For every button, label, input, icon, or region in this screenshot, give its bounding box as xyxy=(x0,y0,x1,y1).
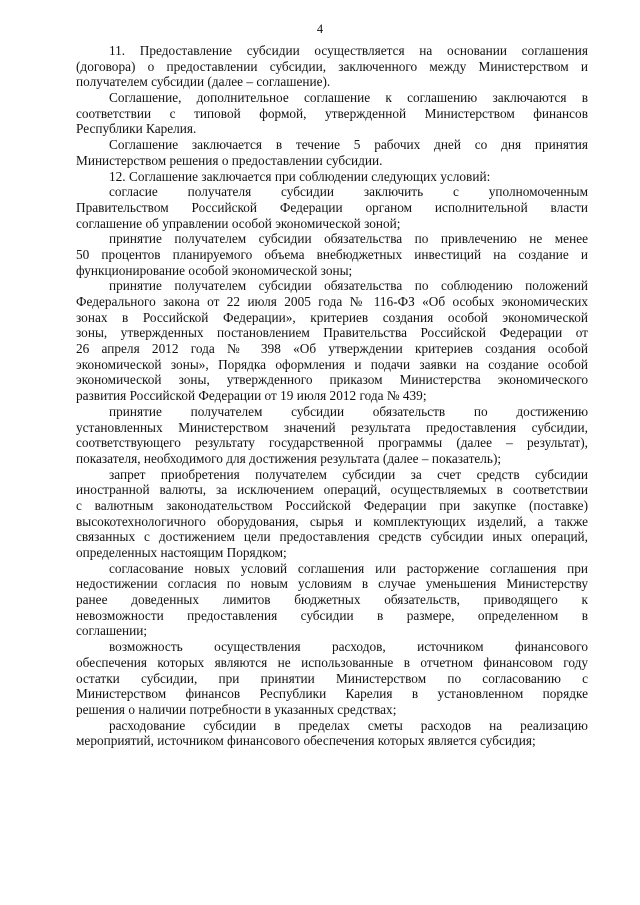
paragraph xyxy=(76,231,588,278)
text-line: решения о наличии потребности в указанных средствах; xyxy=(76,701,397,717)
text-line: экономической зоны», Порядка оформления и подачи заявки на создание особой xyxy=(76,356,588,372)
text-line: недостижении согласия по новым условиям в случае уменьшения Министерству xyxy=(76,576,588,592)
paragraph xyxy=(76,561,588,639)
text-line: принятие получателем субсидии обязательства по привлечению не менее xyxy=(109,231,588,247)
text-line: развития Российской Федерации от 19 июля 2012 года № 439; xyxy=(76,388,427,404)
text-line: мероприятий, источником финансового обеспечения которых является субсидия; xyxy=(76,733,536,749)
text-line: иностранной валюты, за исключением операций, осуществляемых в соответствии xyxy=(76,482,588,498)
paragraph xyxy=(76,467,588,561)
text-line: 12. Соглашение заключается при соблюдении следующих условий: xyxy=(109,168,491,184)
text-line: согласование новых условий соглашения или расторжение соглашения при xyxy=(109,560,588,576)
text-line: 11. Предоставление субсидии осуществляется на основании соглашения xyxy=(109,43,588,58)
text-line: Республики Карелия. xyxy=(76,121,197,137)
text-line: расходование субсидии в пределах сметы расходов на реализацию xyxy=(109,717,588,733)
text-line: согласие получателя субсидии заключить с уполномоченным xyxy=(109,184,588,200)
paragraph xyxy=(76,43,588,90)
paragraph xyxy=(76,718,588,749)
text-line: зонах в Российской Федерации», критериев создания особой экономической xyxy=(76,309,588,325)
text-line: принятие получателем субсидии обязательства по соблюдению положений xyxy=(109,278,588,294)
paragraph xyxy=(76,184,588,231)
text-line: функционирование особой экономической зоны; xyxy=(76,262,353,278)
text-line: определенных настоящим Порядком; xyxy=(76,545,287,560)
page-number: 4 xyxy=(316,22,324,36)
text-line: соглашение об управлении особой экономической зоной; xyxy=(76,215,401,231)
text-line: (договора) о предоставлении субсидии, заключенного между Министерством и xyxy=(76,58,588,74)
document-body xyxy=(76,43,588,749)
text-line: ранее доведенных лимитов бюджетных обязательств, приводящего к xyxy=(76,592,588,608)
text-line: связанных с достижением цели предоставления средств субсидии иных операций, xyxy=(76,529,588,545)
text-line: соглашении; xyxy=(76,623,148,639)
text-line: Министерством финансов Республики Карелия в установленном порядке xyxy=(76,686,588,702)
text-line: Соглашение, дополнительное соглашение к соглашению заключаются в xyxy=(109,90,588,106)
paragraph xyxy=(76,404,588,467)
text-line: получателем субсидии (далее – соглашение). xyxy=(76,74,331,90)
text-line: установленных Министерством значений результата предоставления субсидии, xyxy=(76,419,588,435)
text-line: экономической зоны, утвержденного приказом Министерства экономического xyxy=(76,372,588,388)
paragraph xyxy=(76,278,588,404)
text-line: возможность осуществления расходов, источником финансового xyxy=(109,639,588,655)
text-line: Соглашение заключается в течение 5 рабочих дней со дня принятия xyxy=(109,137,588,153)
text-line: зоны, утвержденных постановлением Правительства Российской Федерации от xyxy=(76,325,588,341)
text-line: с валютным законодательством Российской Федерации при закупке (поставке) xyxy=(76,497,588,513)
text-line: запрет приобретения получателем субсидии за счет средств субсидии xyxy=(109,466,588,482)
paragraph xyxy=(76,137,588,168)
text-line: Министерством решения о предоставлении субсидии. xyxy=(76,152,383,168)
text-line: соответствии с типовой формой, утвержденной Министерством финансов xyxy=(76,105,588,121)
text-line: обеспечения которых являются не использованные в отчетном финансовом году xyxy=(76,654,588,670)
text-line: 26 апреля 2012 года № 398 «Об утверждении критериев создания особой xyxy=(76,341,588,357)
text-line: высокотехнологичного оборудования, сырья и комплектующих изделий, а также xyxy=(76,513,588,529)
paragraph xyxy=(76,639,588,717)
text-line: соответствующего результату государственной программы (далее – результат), xyxy=(76,435,588,451)
text-line: Правительством Российской Федерации органом исполнительной власти xyxy=(76,199,588,215)
paragraph xyxy=(76,169,588,185)
text-line: Федерального закона от 22 июля 2005 года № 116-ФЗ «Об особых экономических xyxy=(76,294,588,309)
text-line: принятие получателем субсидии обязательств по достижению xyxy=(109,403,588,419)
text-line: показателя, необходимого для достижения результата (далее – показатель); xyxy=(76,450,502,466)
text-line: невозможности предоставления субсидии в размере, определенном в xyxy=(76,607,588,623)
text-line: остатки субсидии, при принятии Министерством по согласованию с xyxy=(76,670,588,686)
text-line: 50 процентов планируемого объема внебюджетных инвестиций на создание и xyxy=(76,246,588,262)
paragraph xyxy=(76,90,588,137)
